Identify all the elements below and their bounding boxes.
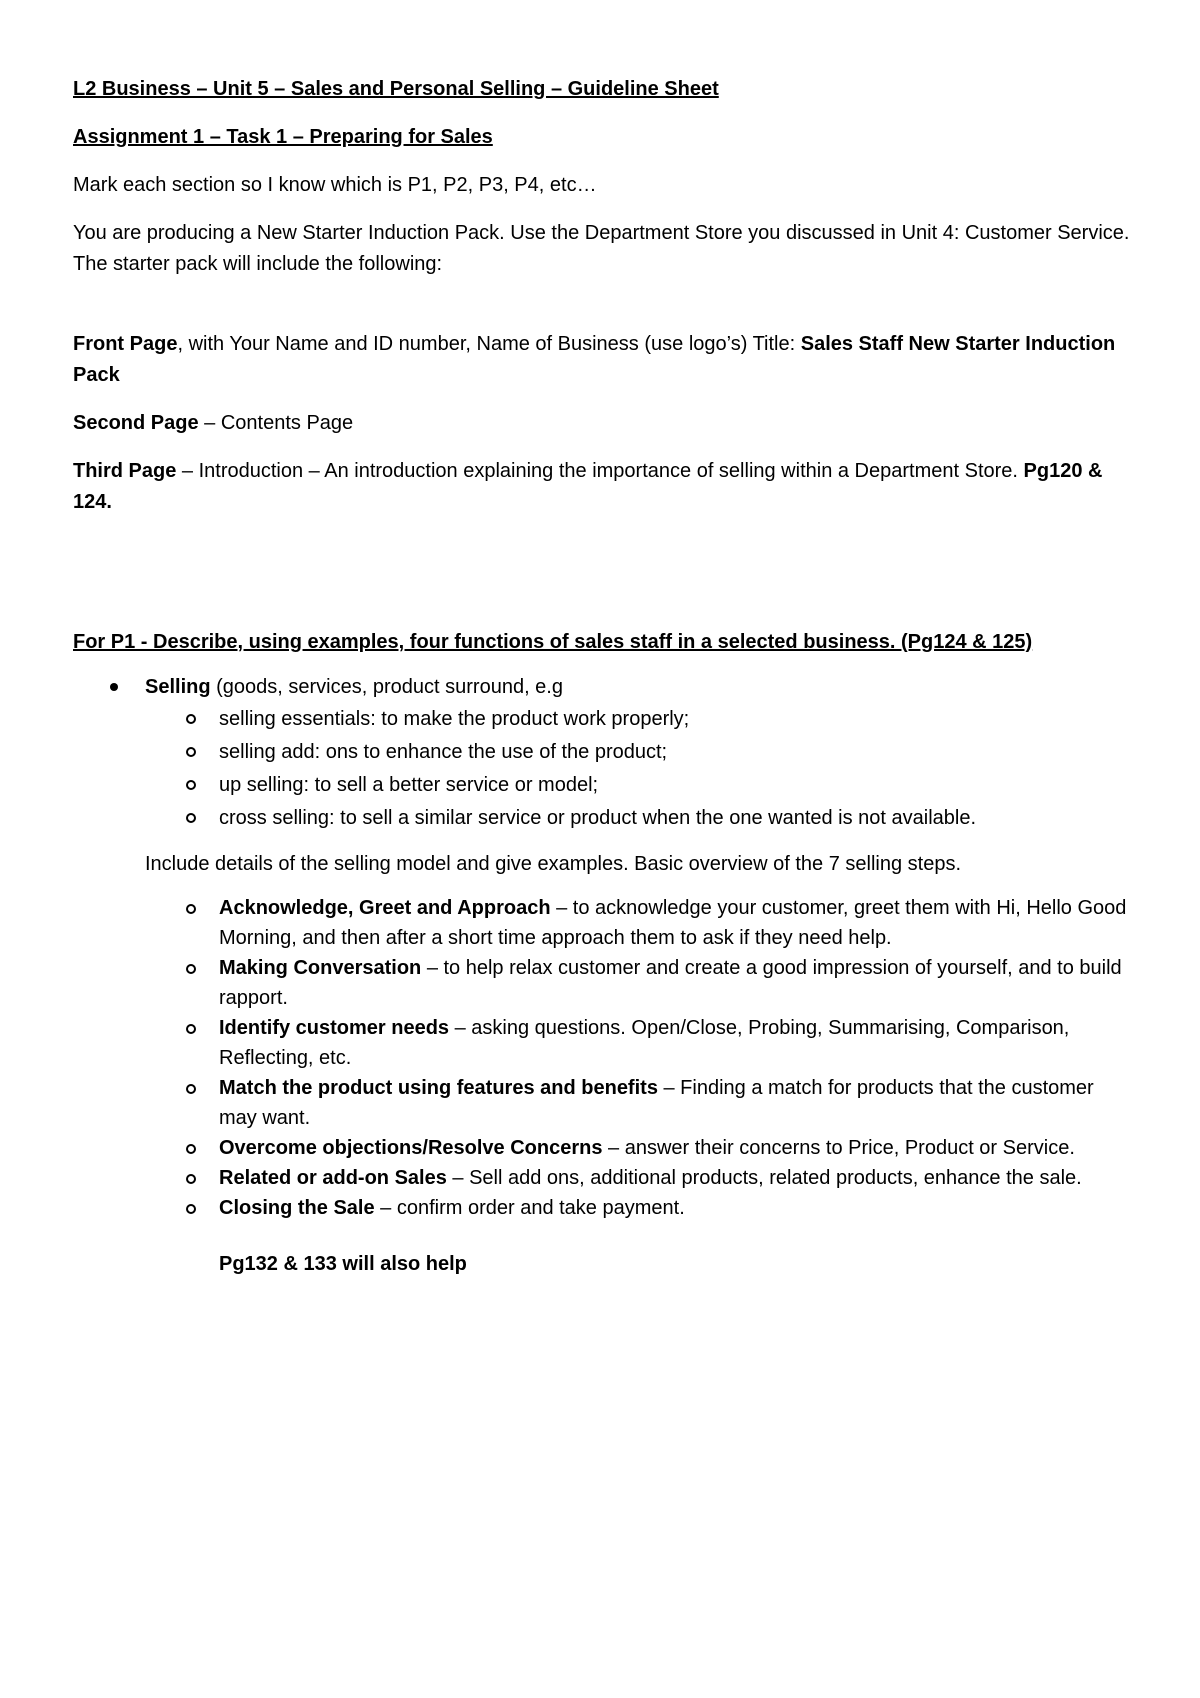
third-page-ref: Pg120 & 124. [73,460,1103,513]
list-item-text: up selling: to sell a better service or model; [219,774,599,796]
second-page-label: Second Page [73,412,199,434]
second-page-text: – Contents Page [198,412,354,434]
circle-bullet-icon [186,1024,196,1034]
step-text: – Sell add ons, additional products, related products, enhance the sale. [446,1167,1082,1189]
step-label: Related or add-on Sales [219,1167,447,1189]
list-item [73,703,1133,736]
step-label: Overcome objections/Resolve Concerns [219,1137,603,1159]
step-label: Making Conversation [219,957,422,979]
circle-bullet-icon [186,714,196,724]
list-item-text: cross selling: to sell a similar service or product when the one wanted is not available. [219,807,977,829]
selling-steps-list [73,893,1133,1223]
list-item [73,1013,1133,1073]
circle-bullet-icon [186,747,196,757]
circle-bullet-icon [186,1204,196,1214]
step-label: Acknowledge, Greet and Approach [219,897,551,919]
list-item [73,1073,1133,1133]
third-page-label: Third Page [73,460,177,482]
circle-bullet-icon [186,813,196,823]
document-page [73,74,1133,1300]
front-page-title: Sales Staff New Starter Induction Pack [73,333,1116,386]
selling-list [73,672,1133,703]
circle-bullet-icon [186,964,196,974]
step-label: Match the product using features and benefits [219,1077,658,1099]
step-label: Identify customer needs [219,1017,450,1039]
step-text: – answer their concerns to Price, Product or Service. [602,1137,1075,1159]
list-item [73,953,1133,1013]
circle-bullet-icon [186,1084,196,1094]
list-item-text: selling add: ons to enhance the use of the product; [219,741,668,763]
step-text: – to help relax customer and create a good impression of yourself, and to build rapport. [219,957,1122,1009]
selling-label: Selling [145,676,211,698]
list-item-text: selling essentials: to make the product work properly; [219,708,690,730]
step-label: Closing the Sale [219,1197,375,1219]
step-text: – Finding a match for products that the customer may want. [219,1077,1094,1129]
list-item [73,1163,1133,1193]
list-item [73,893,1133,953]
second-page-paragraph [73,408,1133,439]
front-page-text: , with Your Name and ID number, Name of Business (use logo’s) Title: [177,333,801,355]
third-page-text: – Introduction – An introduction explaining the importance of selling within a Department Store. [176,460,1024,482]
list-item [73,1193,1133,1223]
circle-bullet-icon [186,780,196,790]
circle-bullet-icon [186,904,196,914]
mark-note: Mark each section so I know which is P1, P2, P3, P4, etc… [73,174,597,196]
front-page-paragraph [73,329,1133,391]
step-text: – asking questions. Open/Close, Probing, Summarising, Comparison, Reflecting, etc. [219,1017,1070,1069]
p1-heading: For P1 - Describe, using examples, four functions of sales staff in a selected business. (Pg124 & 125) [73,631,1033,653]
circle-bullet-icon [186,1144,196,1154]
selling-text: (goods, services, product surround, e.g [210,676,563,698]
step-text: – confirm order and take payment. [374,1197,685,1219]
bullet-icon [110,683,118,691]
list-item [73,802,1133,835]
intro-paragraph: You are producing a New Starter Induction Pack. Use the Department Store you discussed in Unit 4: Customer Service. The starter pack will include the following: [73,222,1130,275]
list-item [73,736,1133,769]
list-item [73,769,1133,802]
step-text: – to acknowledge your customer, greet them with Hi, Hello Good Morning, and then after a short time approach them to ask if they need help. [219,897,1127,949]
document-heading: L2 Business – Unit 5 – Sales and Personal Selling – Guideline Sheet [73,78,719,100]
list-item [73,1133,1133,1163]
final-note: Pg132 & 133 will also help [219,1253,467,1275]
front-page-label: Front Page [73,333,178,355]
model-note: Include details of the selling model and give examples. Basic overview of the 7 selling steps. [145,853,962,875]
third-page-paragraph [73,456,1133,518]
list-item [73,672,1133,703]
circle-bullet-icon [186,1174,196,1184]
assignment-heading: Assignment 1 – Task 1 – Preparing for Sales [73,126,493,148]
selling-sub-list [73,703,1133,835]
